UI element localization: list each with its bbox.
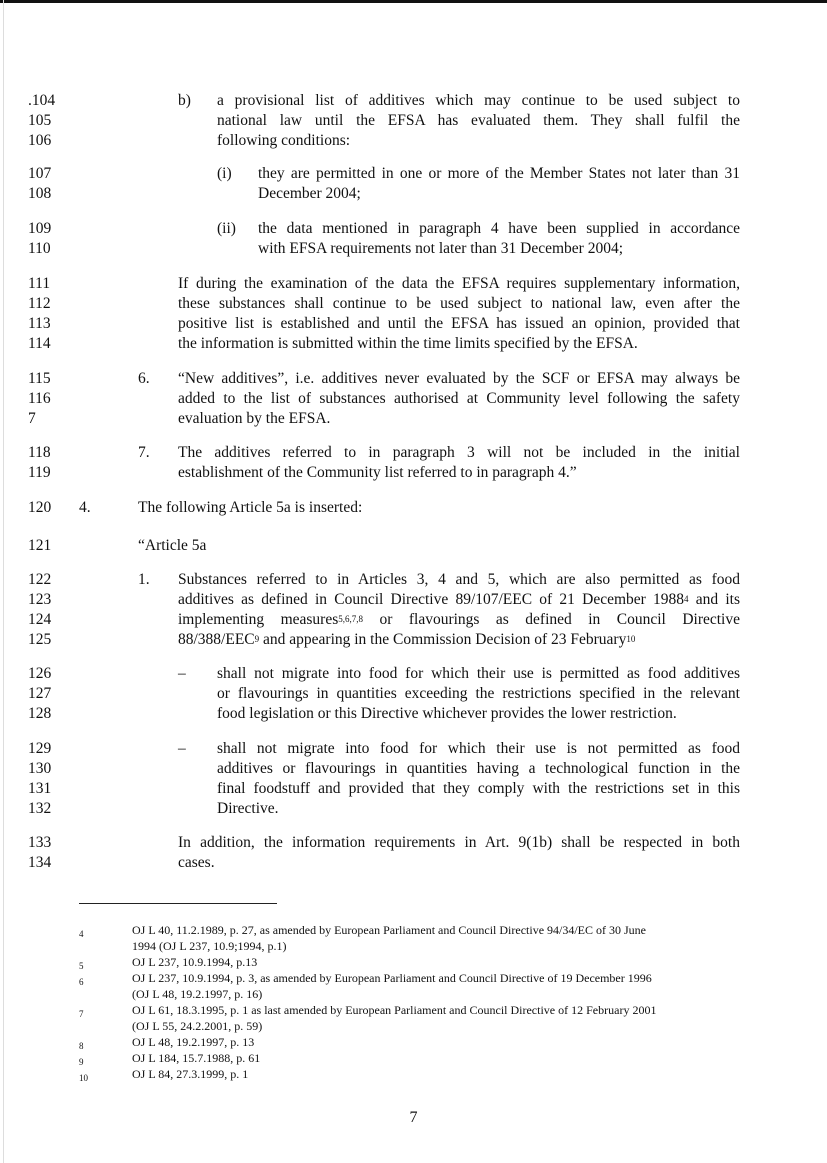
text-line: added to the list of substances authorised at Community level following the safety <box>178 390 740 407</box>
footnote-text <box>132 1066 740 1082</box>
text-line: cases. <box>178 854 215 871</box>
line-number: 119 <box>28 464 51 481</box>
footnote-number: 7 <box>79 1009 84 1019</box>
footnote-ref: 4 <box>684 594 689 604</box>
text-line: or flavourings in quantities exceeding the restrictions specified in the relevant <box>217 685 740 702</box>
item-4-marker: 4. <box>79 499 91 516</box>
line-number: 118 <box>28 444 51 461</box>
text-line: The additives referred to in paragraph 3 will not be included in the initial <box>178 444 740 461</box>
line-number: 130 <box>28 760 52 777</box>
item-i-marker: (i) <box>217 165 232 182</box>
text-line: a provisional list of additives which may continue to be used subject to <box>217 92 740 109</box>
item-b-marker: b) <box>178 92 191 109</box>
footnote-number: 9 <box>79 1057 84 1067</box>
line-number: 113 <box>28 315 51 332</box>
top-border <box>0 0 827 3</box>
paragraph-1-marker: 1. <box>138 571 150 588</box>
footnote-line: OJ L 84, 27.3.1999, p. 1 <box>132 1067 249 1081</box>
line-number: 124 <box>28 611 52 628</box>
paragraph-7-marker: 7. <box>138 444 150 461</box>
footnote-text <box>132 922 740 954</box>
text-line: shall not migrate into food for which their use is not permitted as food <box>217 740 740 757</box>
footnote-separator <box>79 903 277 904</box>
footnote-line: OJ L 237, 10.9.1994, p. 3, as amended by European Parliament and Council Directive of 19 December 1996 <box>132 971 652 985</box>
footnote-line: OJ L 61, 18.3.1995, p. 1 as last amended by European Parliament and Council Directive of 12 February 2001 <box>132 1003 657 1017</box>
line-number: .104 <box>28 92 56 109</box>
footnote-line: OJ L 184, 15.7.1988, p. 61 <box>132 1051 261 1065</box>
line-number: 106 <box>28 132 52 149</box>
footnote-ref: 9 <box>254 634 260 644</box>
line-number: 125 <box>28 631 52 648</box>
text-line: with EFSA requirements not later than 31 December 2004; <box>258 240 624 257</box>
item-b-text <box>217 91 740 151</box>
line-number: 120 <box>28 499 52 516</box>
footnote-ref: 5,6,7,8 <box>338 614 363 624</box>
line-number: 107 <box>28 165 52 182</box>
line-number: 109 <box>28 220 52 237</box>
footnote-number: 10 <box>79 1073 88 1083</box>
paragraph-7-text <box>178 443 740 483</box>
dash-2-text <box>217 739 740 819</box>
line-number: 123 <box>28 591 52 608</box>
line-number: 111 <box>28 275 51 292</box>
line-number: 129 <box>28 740 52 757</box>
text-line: December 2004; <box>258 185 361 202</box>
line-number: 108 <box>28 185 52 202</box>
article-5a-heading: “Article 5a <box>138 537 207 554</box>
text-line: additives or flavourings in quantities having a technological function in the <box>217 760 740 777</box>
line-number: 110 <box>28 240 51 257</box>
dash-1-marker: – <box>178 665 186 682</box>
footnote-number: 8 <box>79 1041 84 1051</box>
line-number: 116 <box>28 390 51 407</box>
footnote-line: (OJ L 48, 19.2.1997, p. 16) <box>132 987 263 1001</box>
footnote-line: OJ L 48, 19.2.1997, p. 13 <box>132 1035 255 1049</box>
footnote-line: OJ L 237, 10.9.1994, p.13 <box>132 955 258 969</box>
footnote-ref: 10 <box>626 634 636 644</box>
paragraph-1-line: implementing measures$^{5,6,7,8}$ or flavourings as defined in Council Directive <box>178 611 740 628</box>
paragraph-1-line: additives as defined in Council Directive 89/107/EEC of 21 December 1988$^4$ and its <box>178 591 740 608</box>
addition-paragraph <box>178 833 740 873</box>
line-number: 131 <box>28 780 52 797</box>
line-number: 7 <box>28 410 36 427</box>
line-number: 115 <box>28 370 51 387</box>
page-number: 7 <box>409 1109 418 1126</box>
line-number: 132 <box>28 800 52 817</box>
line-number: 128 <box>28 705 52 722</box>
text-line: following conditions: <box>217 132 351 149</box>
line-number: 134 <box>28 854 52 871</box>
footnote-text <box>132 970 740 1002</box>
line-number: 133 <box>28 834 52 851</box>
footnote-text <box>132 1050 740 1066</box>
dash-2-marker: – <box>178 740 186 757</box>
dash-1-text <box>217 664 740 724</box>
text-line: national law until the EFSA has evaluated them. They shall fulfil the <box>217 112 740 129</box>
text-line: Directive. <box>217 800 279 817</box>
footnote-line: 1994 (OJ L 237, 10.9;1994, p.1) <box>132 939 287 953</box>
supplementary-paragraph <box>178 274 740 354</box>
scan-edge <box>3 0 4 1163</box>
text-line: shall not migrate into food for which their use is permitted as food additives <box>217 665 740 682</box>
paragraph-1-line: 88/388/EEC$^9$ and appearing in the Commission Decision of 23 February$^{10}$ <box>178 631 636 648</box>
text-line: establishment of the Community list referred to in paragraph 4.” <box>178 464 577 481</box>
paragraph-1-line: Substances referred to in Articles 3, 4 and 5, which are also permitted as food <box>178 571 740 588</box>
line-number: 112 <box>28 295 51 312</box>
text-line: food legislation or this Directive whichever provides the lower restriction. <box>217 705 677 722</box>
line-number: 105 <box>28 112 52 129</box>
text-line: “New additives”, i.e. additives never evaluated by the SCF or EFSA may always be <box>178 370 740 387</box>
paragraph-1-text <box>178 570 740 650</box>
footnote-line: OJ L 40, 11.2.1989, p. 27, as amended by European Parliament and Council Directive 94/34/EC of 30 June <box>132 923 647 937</box>
paragraph-6-text <box>178 369 740 429</box>
footnote-number: 6 <box>79 977 84 987</box>
footnote-number: 5 <box>79 961 84 971</box>
footnote-number: 4 <box>79 929 84 939</box>
line-number: 121 <box>28 537 52 554</box>
item-4-text: The following Article 5a is inserted: <box>138 499 363 516</box>
footnote-text <box>132 1034 740 1050</box>
item-ii-text <box>258 219 740 259</box>
paragraph-6-marker: 6. <box>138 370 150 387</box>
text-line: If during the examination of the data the EFSA requires supplementary information, <box>178 275 740 292</box>
footnote-line: (OJ L 55, 24.2.2001, p. 59) <box>132 1019 263 1033</box>
text-line: they are permitted in one or more of the Member States not later than 31 <box>258 165 740 182</box>
text-line: evaluation by the EFSA. <box>178 410 331 427</box>
item-i-text <box>258 164 740 204</box>
text-line: final foodstuff and provided that they comply with the restrictions set in this <box>217 780 740 797</box>
line-number: 114 <box>28 335 51 352</box>
text-line: the information is submitted within the time limits specified by the EFSA. <box>178 335 638 352</box>
item-ii-marker: (ii) <box>217 220 236 237</box>
footnote-text <box>132 1002 740 1034</box>
line-number: 126 <box>28 665 52 682</box>
footnote-text <box>132 954 740 970</box>
text-line: In addition, the information requirements in Art. 9(1b) shall be respected in both <box>178 834 740 851</box>
line-number: 127 <box>28 685 52 702</box>
text-line: the data mentioned in paragraph 4 have been supplied in accordance <box>258 220 740 237</box>
line-number: 122 <box>28 571 52 588</box>
text-line: positive list is established and until the EFSA has issued an opinion, provided that <box>178 315 740 332</box>
text-line: these substances shall continue to be used subject to national law, even after the <box>178 295 740 312</box>
